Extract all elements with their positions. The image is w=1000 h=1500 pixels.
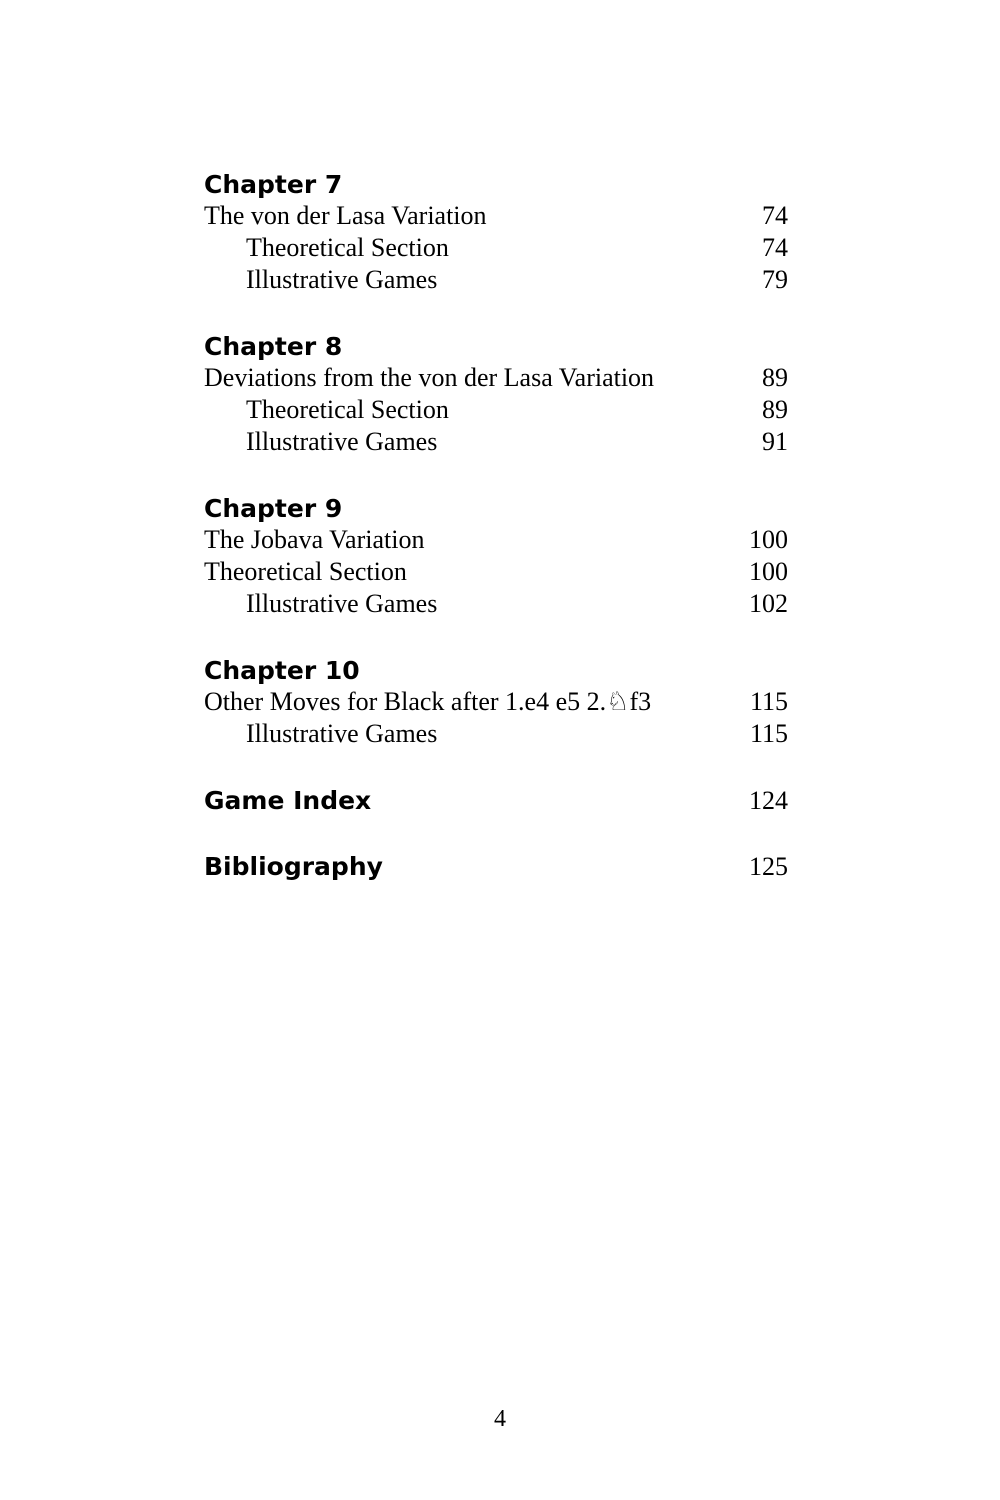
toc-entry-title: The von der Lasa Variation bbox=[204, 201, 487, 230]
page-number: 4 bbox=[494, 1406, 506, 1432]
chapter-heading: Chapter 9 bbox=[204, 494, 343, 523]
game-index-title: Game Index bbox=[204, 786, 372, 815]
toc-entry bbox=[204, 394, 788, 426]
toc-entry-title: Illustrative Games bbox=[246, 589, 438, 618]
toc-entry-title: The Jobava Variation bbox=[204, 525, 425, 554]
toc-entry bbox=[204, 264, 788, 296]
chapter-heading: Chapter 8 bbox=[204, 332, 343, 361]
game-index-entry bbox=[204, 784, 788, 818]
toc-entry-title: Deviations from the von der Lasa Variation bbox=[204, 363, 655, 392]
toc-entry bbox=[204, 588, 788, 620]
table-of-contents bbox=[204, 168, 788, 916]
toc-entry-title: Theoretical Section bbox=[246, 395, 449, 424]
bibliography-title: Bibliography bbox=[204, 852, 383, 881]
toc-entry-title: Illustrative Games bbox=[246, 719, 438, 748]
toc-entry-page: 115 bbox=[749, 719, 788, 748]
toc-entry bbox=[204, 200, 788, 232]
bibliography-page: 125 bbox=[749, 852, 788, 881]
toc-entry bbox=[204, 232, 788, 264]
toc-entry-title: Theoretical Section bbox=[204, 557, 407, 586]
toc-entry bbox=[204, 426, 788, 458]
toc-entry-title: Theoretical Section bbox=[246, 233, 449, 262]
toc-entry bbox=[204, 556, 788, 588]
toc-entry bbox=[204, 718, 788, 750]
toc-entry bbox=[204, 686, 788, 718]
chapter-heading: Chapter 7 bbox=[204, 170, 343, 199]
toc-entry-title: Illustrative Games bbox=[246, 427, 438, 456]
chapter-heading: Chapter 10 bbox=[204, 656, 360, 685]
chapter-8-section bbox=[204, 330, 788, 458]
toc-entry-page: 100 bbox=[749, 557, 788, 586]
toc-entry-page: 115 bbox=[749, 687, 788, 716]
toc-entry bbox=[204, 524, 788, 556]
toc-entry-title: Other Moves for Black after 1.e4 e5 2.♘f3 bbox=[204, 687, 652, 716]
chapter-7-section bbox=[204, 168, 788, 296]
bibliography-entry bbox=[204, 850, 788, 884]
chapter-10-section bbox=[204, 654, 788, 750]
toc-entry bbox=[204, 362, 788, 394]
toc-entry-page: 91 bbox=[762, 427, 788, 456]
chapter-9-section bbox=[204, 492, 788, 620]
toc-entry-page: 102 bbox=[749, 589, 788, 618]
toc-entry-page: 100 bbox=[749, 525, 788, 554]
toc-entry-page: 79 bbox=[762, 265, 788, 294]
toc-entry-page: 89 bbox=[762, 363, 788, 392]
toc-entry-title: Illustrative Games bbox=[246, 265, 438, 294]
game-index-page: 124 bbox=[749, 786, 788, 815]
toc-entry-page: 89 bbox=[762, 395, 788, 424]
toc-entry-page: 74 bbox=[762, 201, 788, 230]
toc-entry-page: 74 bbox=[762, 233, 788, 262]
